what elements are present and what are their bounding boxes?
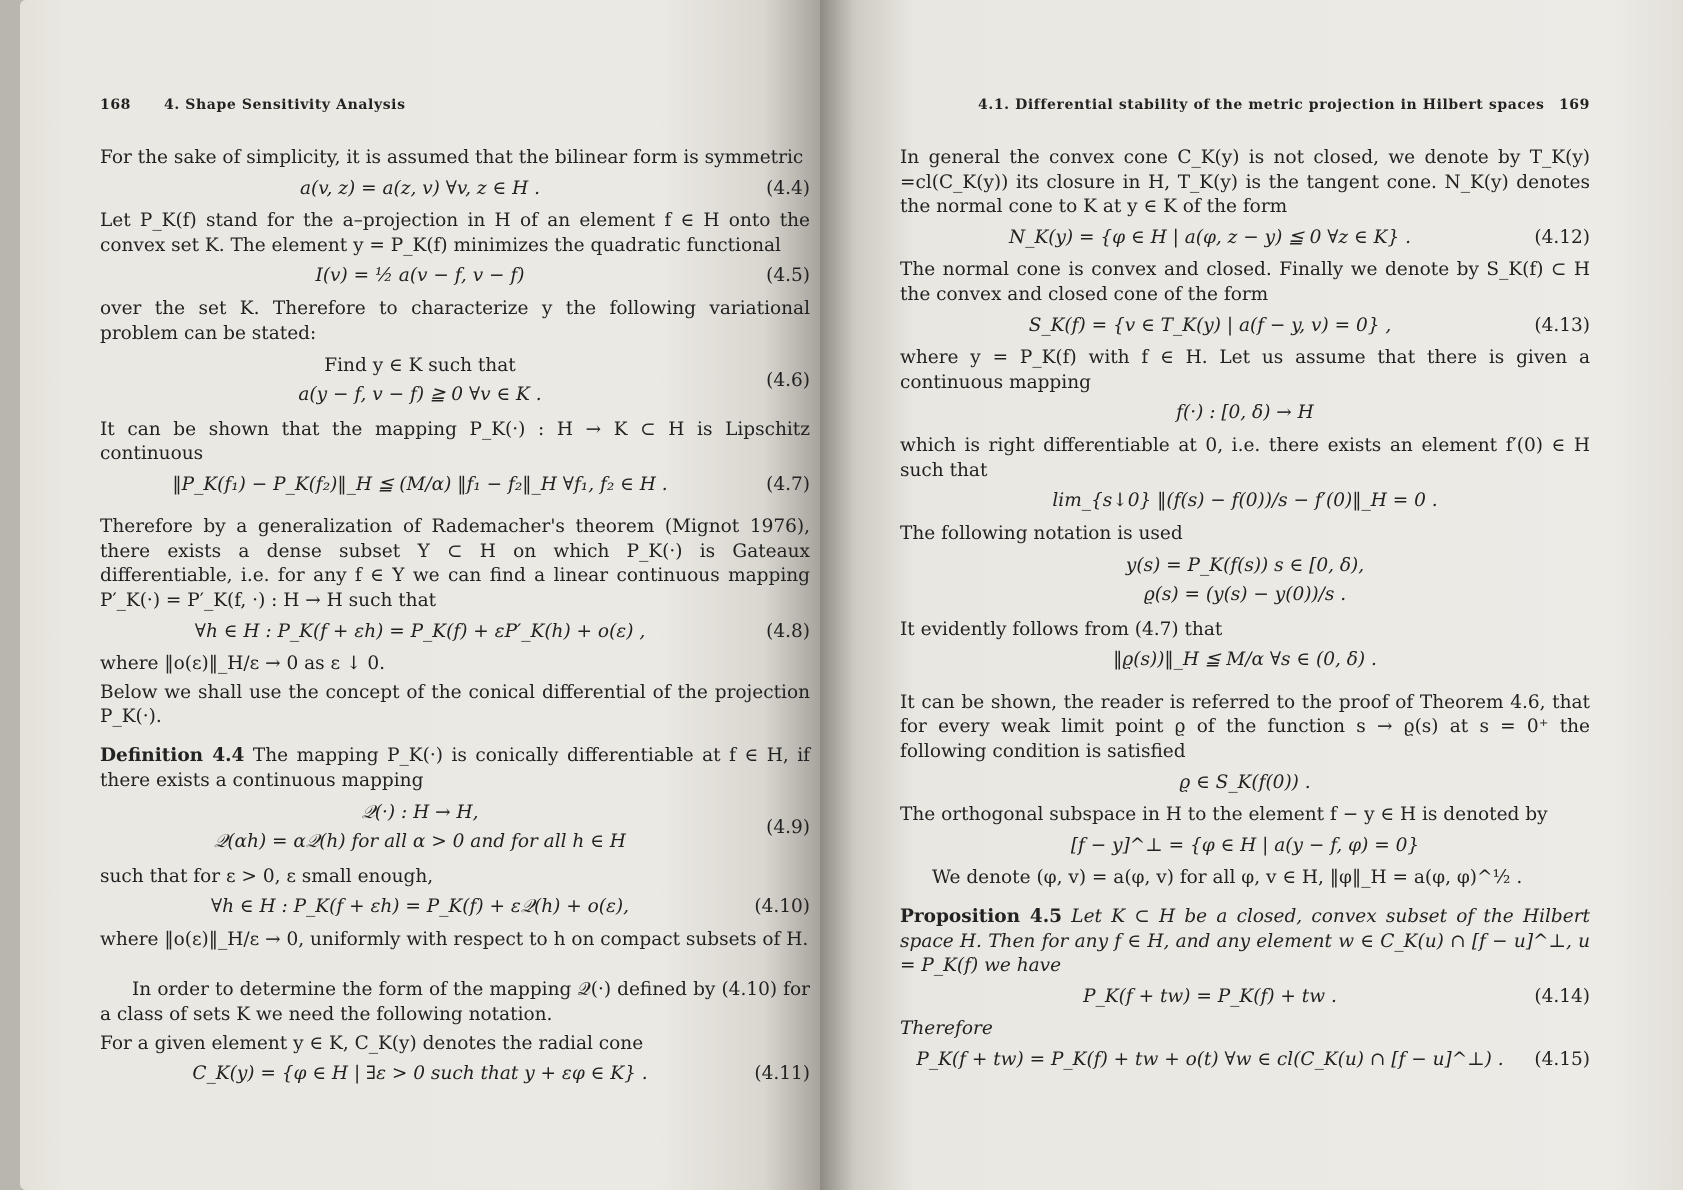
equation-4-14 bbox=[900, 985, 1590, 1010]
equation-expression: ∀h ∈ H : P_K(f + εh) = P_K(f) + ε𝒬(h) + o(ε), bbox=[210, 896, 630, 918]
proposition-text: Let K ⊂ H be a closed, convex subset of the Hilbert space H. Then for any f ∈ H, and any element w ∈ C_K(u) ∩ [f − u]^⊥, u = P_K(f) we have bbox=[900, 906, 1590, 977]
paragraph: where y = P_K(f) with f ∈ H. Let us assume that there is given a continuous mapping bbox=[900, 347, 1590, 393]
equation-line: ϱ(s) = (y(s) − y(0))/s . bbox=[1143, 583, 1347, 605]
definition-4-4 bbox=[100, 744, 810, 793]
paragraph: The orthogonal subspace in H to the element f − y ∈ H is denoted by bbox=[900, 804, 1548, 826]
equation-4-13 bbox=[900, 314, 1590, 339]
section-title: 4.1. Differential stability of the metric projection in Hilbert spaces bbox=[978, 97, 1545, 113]
equation-number: (4.12) bbox=[1534, 226, 1590, 248]
equation-expression: ϱ ∈ S_K(f(0)) . bbox=[1179, 771, 1311, 793]
paragraph: where ‖o(ε)‖_H/ε → 0 as ε ↓ 0. bbox=[100, 653, 386, 675]
definition-label: Definition 4.4 bbox=[100, 745, 245, 767]
equation-expression: P_K(f + tw) = P_K(f) + tw + o(t) ∀w ∈ cl(C_K(u) ∩ [f − u]^⊥) . bbox=[916, 1048, 1504, 1070]
definition-text: The mapping P_K(·) is conically differentiable at f ∈ H, if there exists a continuous mapping bbox=[100, 745, 810, 791]
equation-4-4 bbox=[100, 177, 810, 202]
running-head-right bbox=[900, 96, 1590, 118]
paragraph: Below we shall use the concept of the conical differential of the projection P_K(·). bbox=[100, 681, 810, 728]
equation-4-5 bbox=[100, 264, 810, 289]
equation-number: (4.14) bbox=[1534, 985, 1590, 1007]
equation-notation bbox=[900, 552, 1590, 609]
chapter-title: 4. Shape Sensitivity Analysis bbox=[164, 97, 406, 113]
equation-expression: I(v) = ½ a(v − f, v − f) bbox=[315, 265, 525, 287]
equation-number: (4.13) bbox=[1534, 314, 1590, 336]
paragraph: For a given element y ∈ K, C_K(y) denotes the radial cone bbox=[100, 1032, 644, 1054]
right-page-content bbox=[900, 96, 1590, 1081]
paragraph: It can be shown that the mapping P_K(·) : H → K ⊂ H is Lipschitz continuous bbox=[100, 418, 810, 465]
equation-expression: f(·) : [0, δ) → H bbox=[1176, 402, 1314, 424]
paragraph: For the sake of simplicity, it is assumed that the bilinear form is symmetric bbox=[100, 147, 804, 168]
equation-number: (4.8) bbox=[766, 620, 810, 642]
paragraph: Let P_K(f) stand for the a–projection in H of an element f ∈ H onto the convex set K. The element y = P_K(f) minimizes the quadratic functional bbox=[100, 210, 810, 256]
equation-4-9 bbox=[100, 799, 810, 856]
equation-orthogonal bbox=[900, 834, 1590, 859]
equation-line: Find y ∈ K such that bbox=[324, 355, 516, 377]
paragraph: We denote (φ, v) = a(φ, v) for all φ, v ∈ H, ‖φ‖_H = a(φ, φ)^½ . bbox=[932, 867, 1523, 889]
paragraph: such that for ε > 0, ε small enough, bbox=[100, 865, 434, 887]
equation-number: (4.5) bbox=[766, 265, 810, 287]
equation-4-7 bbox=[100, 473, 810, 498]
equation-4-8 bbox=[100, 620, 810, 645]
equation-4-6 bbox=[100, 352, 810, 409]
equation-4-15 bbox=[900, 1048, 1590, 1073]
equation-line: 𝒬(·) : H → H, bbox=[361, 802, 479, 824]
paragraph: where ‖o(ε)‖_H/ε → 0, uniformly with respect to h on compact subsets of H. bbox=[100, 928, 809, 950]
equation-line: y(s) = P_K(f(s)) s ∈ [0, δ), bbox=[1125, 555, 1365, 577]
equation-line: a(y − f, v − f) ≧ 0 ∀v ∈ K . bbox=[298, 383, 542, 405]
equation-4-11 bbox=[100, 1062, 810, 1087]
paragraph: which is right differentiable at 0, i.e. there exists an element f′(0) ∈ H such that bbox=[900, 434, 1590, 481]
equation-number: (4.10) bbox=[754, 896, 810, 918]
paragraph: The following notation is used bbox=[900, 522, 1183, 544]
proposition-4-5 bbox=[900, 905, 1590, 979]
equation-expression: C_K(y) = {φ ∈ H | ∃ε > 0 such that y + εφ ∈ K} . bbox=[192, 1063, 648, 1085]
equation-expression: ‖ϱ(s))‖_H ≦ M/α ∀s ∈ (0, δ) . bbox=[1113, 649, 1377, 671]
equation-condition bbox=[900, 771, 1590, 796]
equation-number: (4.4) bbox=[766, 177, 810, 199]
equation-expression: [f − y]^⊥ = {φ ∈ H | a(y − f, φ) = 0} bbox=[1070, 834, 1420, 856]
paragraph: The normal cone is convex and closed. Finally we denote by S_K(f) ⊂ H the convex and closed cone of the form bbox=[900, 259, 1590, 305]
paragraph: In order to determine the form of the mapping 𝒬(·) defined by (4.10) for a class of sets K we need the following notation. bbox=[100, 979, 810, 1025]
equation-number: (4.9) bbox=[766, 816, 810, 838]
equation-number: (4.6) bbox=[766, 369, 810, 391]
equation-expression: P_K(f + tw) = P_K(f) + tw . bbox=[1083, 985, 1337, 1007]
equation-expression: N_K(y) = {φ ∈ H | a(φ, z − y) ≦ 0 ∀z ∈ K} . bbox=[1009, 226, 1411, 248]
paragraph: In general the convex cone C_K(y) is not closed, we denote by T_K(y) =cl(C_K(y)) its closure in H, T_K(y) is the tangent cone. N_K(y) denotes the normal cone to K at y ∈ K of the form bbox=[900, 147, 1590, 218]
equation-expression: lim_{s↓0} ‖(f(s) − f(0))/s − f′(0)‖_H = 0 . bbox=[1052, 490, 1438, 512]
page-number-169: 169 bbox=[1558, 97, 1590, 113]
paragraph: It evidently follows from (4.7) that bbox=[900, 618, 1223, 640]
proposition-label: Proposition 4.5 bbox=[900, 906, 1063, 927]
paragraph: over the set K. Therefore to characterize y the following variational problem can be stated: bbox=[100, 297, 810, 344]
equation-line: 𝒬(αh) = α𝒬(h) for all α > 0 and for all h ∈ H bbox=[214, 830, 626, 852]
equation-bound bbox=[900, 648, 1590, 673]
equation-expression: S_K(f) = {v ∈ T_K(y) | a(f − y, v) = 0} , bbox=[1028, 314, 1392, 336]
equation-expression: ∀h ∈ H : P_K(f + εh) = P_K(f) + εP′_K(h) + o(ε) , bbox=[194, 620, 646, 642]
equation-expression: ‖P_K(f₁) − P_K(f₂)‖_H ≦ (M/α) ‖f₁ − f₂‖_H ∀f₁, f₂ ∈ H . bbox=[172, 473, 668, 495]
equation-mapping bbox=[900, 401, 1590, 426]
right-page bbox=[820, 0, 1683, 1190]
page-number-168: 168 bbox=[100, 97, 132, 113]
equation-4-12 bbox=[900, 226, 1590, 251]
left-page bbox=[20, 0, 820, 1190]
equation-number: (4.11) bbox=[754, 1063, 810, 1085]
paragraph: Therefore by a generalization of Rademacher's theorem (Mignot 1976), there exists a dense subset Υ ⊂ H on which P_K(·) is Gateaux differentiable, i.e. for any f ∈ Υ we can find a linear continuous mapping P′_K(·) = P′_K(f, ·) : H → H such that bbox=[100, 516, 810, 612]
equation-number: (4.7) bbox=[766, 473, 810, 495]
equation-limit bbox=[900, 489, 1590, 514]
left-page-content bbox=[100, 96, 810, 1095]
equation-4-10 bbox=[100, 895, 810, 920]
equation-expression: a(v, z) = a(z, v) ∀v, z ∈ H . bbox=[299, 177, 541, 199]
running-head-left bbox=[100, 96, 810, 118]
equation-number: (4.15) bbox=[1534, 1048, 1590, 1070]
therefore-label: Therefore bbox=[900, 1018, 993, 1040]
paragraph: It can be shown, the reader is referred to the proof of Theorem 4.6, that for every weak limit point ϱ of the function s → ϱ(s) at s = 0⁺ the following condition is satisfied bbox=[900, 691, 1590, 763]
